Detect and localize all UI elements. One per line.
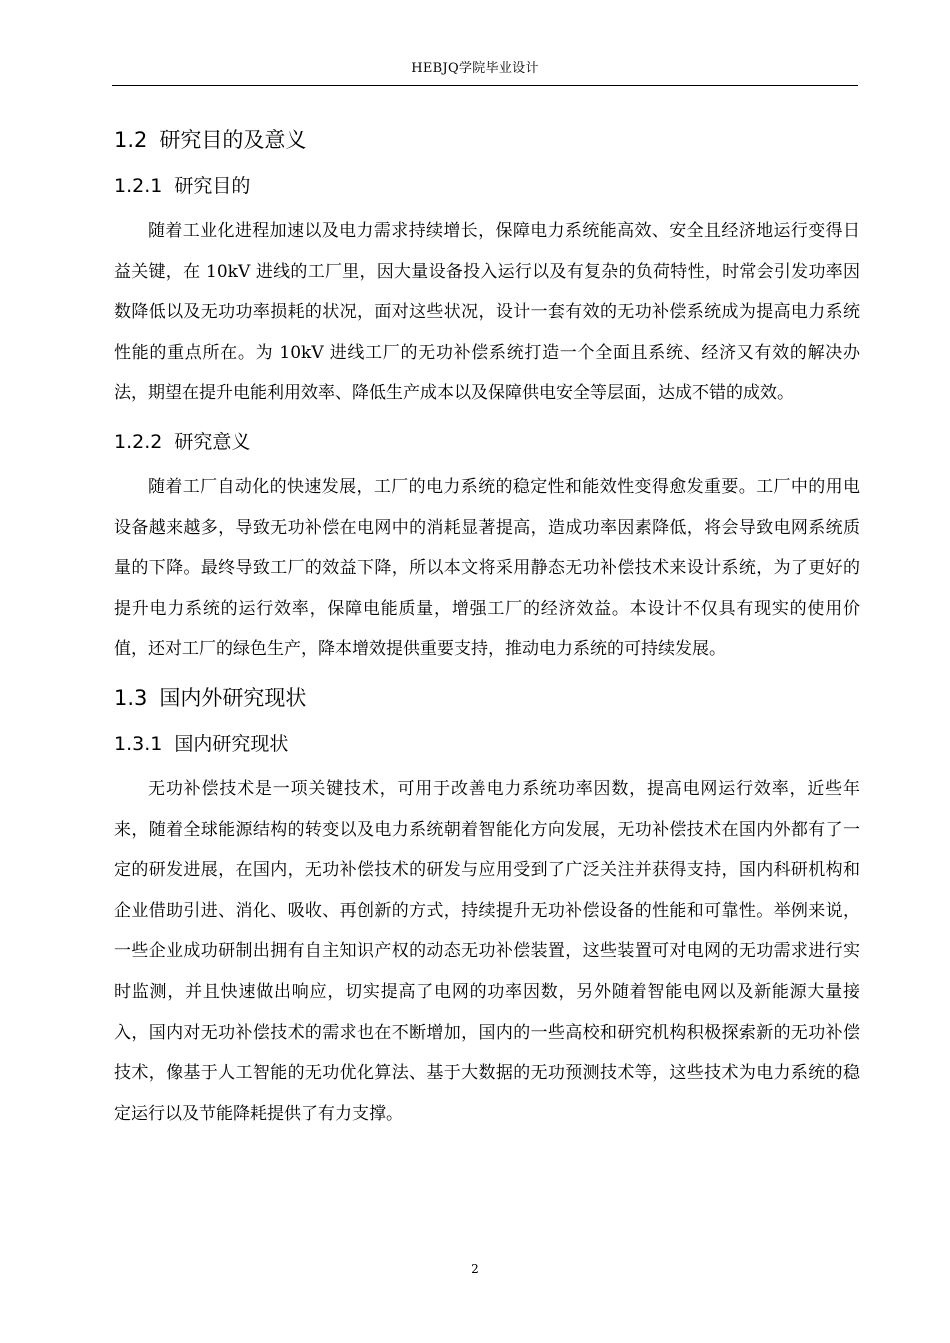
subsection-number: 1.3.1 <box>114 732 163 755</box>
body-paragraph: 随着工业化进程加速以及电力需求持续增长，保障电力系统能高效、安全且经济地运行变得日益关键，在 10kV 进线的工厂里，因大量设备投入运行以及有复杂的负荷特性，时常会引发功率因数降低以及无功功率损耗的状况，面对这些状况，设计一套有效的无功补偿系统成为提高电力系统性能的重点所在。为 10kV 进线工厂的无功补偿系统打造一个全面且系统、经济又有效的解决办法，期望在提升电能利用效率、降低生产成本以及保障供电安全等层面，达成不错的成效。 <box>114 221 860 404</box>
section-heading <box>114 676 860 720</box>
subsection-title: 研究目的 <box>174 175 251 197</box>
section-number: 1.3 <box>114 685 148 710</box>
section-title: 国内外研究现状 <box>159 685 307 710</box>
section-number: 1.2 <box>114 128 148 152</box>
subsection-title: 研究意义 <box>174 430 251 453</box>
document-body <box>114 118 860 1140</box>
page-number: 2 <box>471 1262 479 1276</box>
subsection-number: 1.2.2 <box>114 430 163 453</box>
subsection-heading <box>114 722 860 766</box>
page-header: HEBJQ学院毕业设计 <box>411 61 539 76</box>
subsection-heading <box>114 420 860 464</box>
subsection-number: 1.2.1 <box>114 175 163 197</box>
subsection-title: 国内研究现状 <box>174 732 289 755</box>
body-paragraph: 无功补偿技术是一项关键技术，可用于改善电力系统功率因数，提高电网运行效率，近些年来，随着全球能源结构的转变以及电力系统朝着智能化方向发展，无功补偿技术在国内外都有了一定的研发进展，在国内，无功补偿技术的研发与应用受到了广泛关注并获得支持，国内科研机构和企业借助引进、消化、吸收、再创新的方式，持续提升无功补偿设备的性能和可靠性。举例来说，一些企业成功研制出拥有自主知识产权的动态无功补偿装置，这些装置可对电网的无功需求进行实时监测，并且快速做出响应，切实提高了电网的功率因数，另外随着智能电网以及新能源大量接入，国内对无功补偿技术的需求也在不断增加，国内的一些高校和研究机构积极探索新的无功补偿技术，像基于人工智能的无功优化算法、基于大数据的无功预测技术等，这些技术为电力系统的稳定运行以及节能降耗提供了有力支撑。 <box>114 778 860 1124</box>
section-heading <box>114 118 860 162</box>
subsection-heading <box>114 164 860 208</box>
body-paragraph: 随着工厂自动化的快速发展，工厂的电力系统的稳定性和能效性变得愈发重要。工厂中的用电设备越来越多，导致无功补偿在电网中的消耗显著提高，造成功率因素降低，将会导致电网系统质量的下降。最终导致工厂的效益下降，所以本文将采用静态无功补偿技术来设计系统，为了更好的提升电力系统的运行效率，保障电能质量，增强工厂的经济效益。本设计不仅具有现实的使用价值，还对工厂的绿色生产，降本增效提供重要支持，推动电力系统的可持续发展。 <box>114 476 860 660</box>
section-title: 研究目的及意义 <box>159 128 307 152</box>
header-divider <box>112 85 858 86</box>
